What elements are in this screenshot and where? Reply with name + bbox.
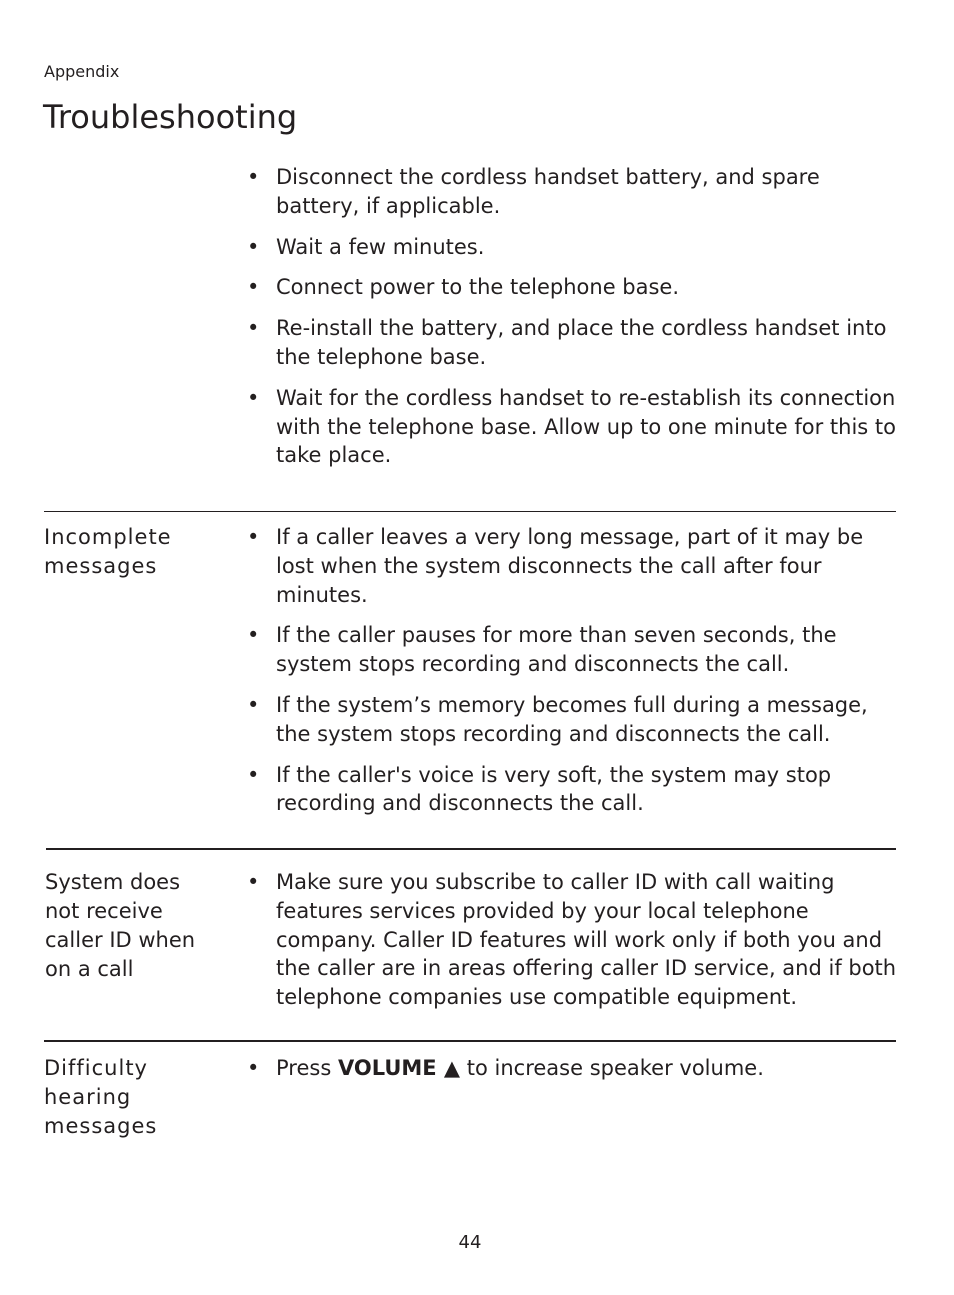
list-item-suffix: to increase speaker volume. xyxy=(460,1056,764,1080)
solution-list-incomplete-messages xyxy=(247,523,897,818)
divider xyxy=(44,1040,896,1042)
bullet: • xyxy=(247,234,260,259)
bullet: • xyxy=(247,1056,260,1080)
bullet: • xyxy=(247,165,260,189)
problem-label-incomplete-messages: Incomplete messages xyxy=(44,525,172,578)
bullet: • xyxy=(247,316,260,341)
list-item xyxy=(247,868,897,1012)
list-item xyxy=(247,384,897,470)
list-item xyxy=(247,233,897,262)
volume-key-label: VOLUME ▲ xyxy=(337,1056,461,1080)
problem-label-caller-id: System does not receive caller ID when on a call xyxy=(45,870,196,981)
section-label: Appendix xyxy=(44,62,120,81)
list-item-text: Disconnect the cordless handset battery, and spare battery, if applicable. xyxy=(276,165,820,218)
list-item-text: Wait a few minutes. xyxy=(276,234,485,259)
bullet: • xyxy=(247,762,260,787)
solution-list-caller-id xyxy=(247,868,897,1012)
list-item xyxy=(247,1054,897,1083)
page-title: Troubleshooting xyxy=(43,98,298,136)
list-item-text: If the caller's voice is very soft, the system may stop recording and disconnects the call. xyxy=(276,762,832,816)
list-item-prefix: Press xyxy=(276,1056,338,1080)
list-item xyxy=(247,314,897,372)
problem-label-difficulty-hearing: Difficulty hearing messages xyxy=(44,1056,158,1138)
bullet: • xyxy=(247,275,260,300)
bullet: • xyxy=(247,870,260,894)
list-item xyxy=(247,163,897,221)
bullet: • xyxy=(247,385,260,410)
bullet: • xyxy=(247,525,260,549)
continued-bullet-list xyxy=(247,163,897,470)
solution-list-difficulty-hearing xyxy=(247,1054,897,1083)
list-item-text: If the system’s memory becomes full during a message, the system stops recording and disconnects the call. xyxy=(276,692,868,746)
divider xyxy=(46,848,896,850)
list-item-text: Connect power to the telephone base. xyxy=(276,275,680,300)
list-item-text: Re-install the battery, and place the cordless handset into the telephone base. xyxy=(276,316,887,369)
list-item xyxy=(247,761,897,819)
divider xyxy=(44,511,896,512)
bullet: • xyxy=(247,623,260,648)
bullet: • xyxy=(247,692,260,717)
list-item xyxy=(247,273,897,302)
list-item xyxy=(247,691,897,749)
list-item-text: If a caller leaves a very long message, part of it may be lost when the system disconnects the call after four minutes. xyxy=(276,525,864,607)
list-item-text: Wait for the cordless handset to re-establish its connection with the telephone base. Allow up to one minute for this to take place. xyxy=(276,385,897,468)
list-item-text: If the caller pauses for more than seven seconds, the system stops recording and disconnects the call. xyxy=(276,623,837,677)
list-item xyxy=(247,523,897,609)
page-number: 44 xyxy=(458,1232,482,1253)
list-item-text: Make sure you subscribe to caller ID with call waiting features services provided by your local telephone company. Caller ID features will work only if both you and the caller are in areas offering caller ID service, and if both telephone companies use compatible equipment. xyxy=(276,870,897,1010)
list-item xyxy=(247,621,897,679)
